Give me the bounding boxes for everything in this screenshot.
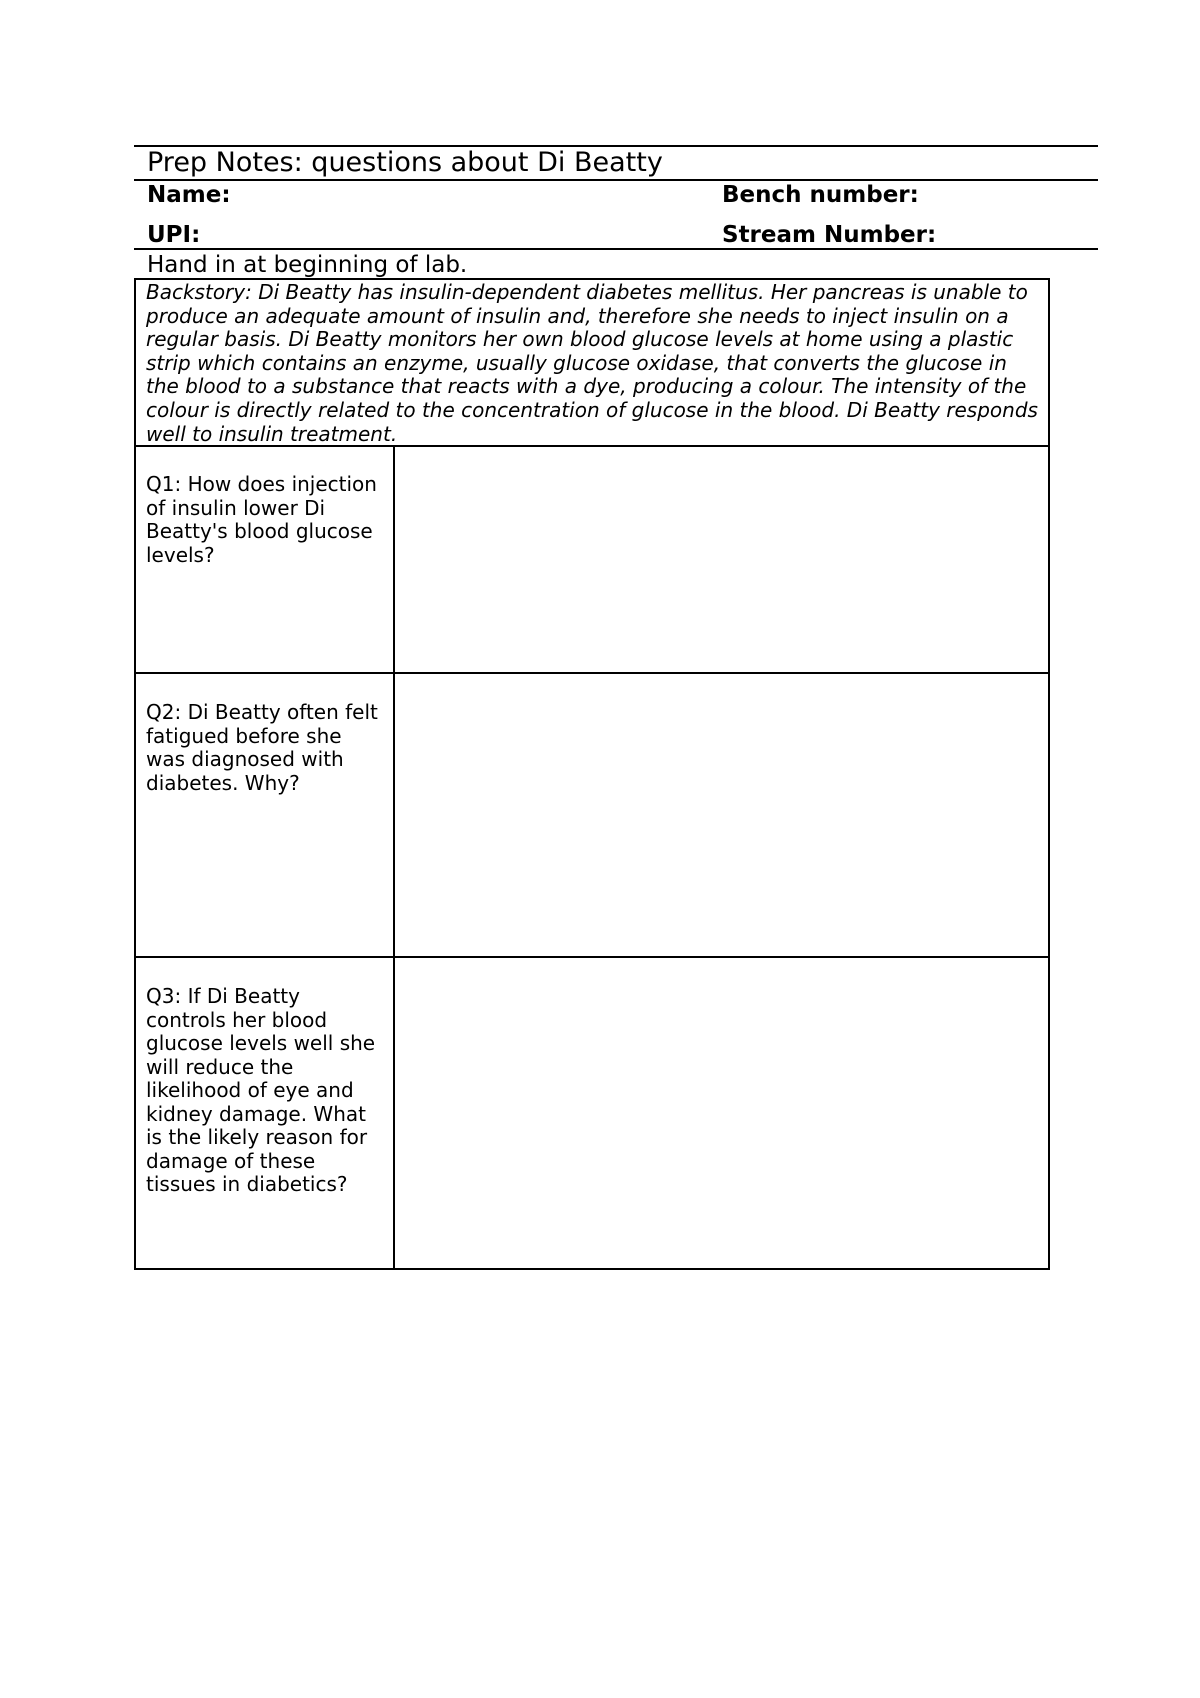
backstory-text: Backstory: Di Beatty has insulin-dependent diabetes mellitus. Her pancreas is unable to produce an adequate amount of insulin and, therefore she needs to inject insulin on a regular basis. Di Beatty monitors her own blood glucose levels at home using a plastic strip which contains an enzyme, usually glucose oxidase, that converts the glucose in the blood to a substance that reacts with a dye, producing a colour. The intensity of the colour is directly related to the concentration of glucose in the blood. Di Beatty responds well to insulin treatment. <box>136 280 1048 447</box>
stream-number-label: Stream Number: <box>722 222 937 248</box>
header-bottom-rule <box>134 248 1098 250</box>
question-row-3 <box>136 958 1048 1268</box>
header-title-rule <box>134 179 1098 181</box>
question-row-1 <box>136 447 1048 674</box>
answer-2-box[interactable] <box>395 674 1048 956</box>
hand-in-instruction: Hand in at beginning of lab. <box>147 252 468 278</box>
name-label: Name: <box>147 182 231 208</box>
question-3-text: Q3: If Di Beatty controls her blood glucose levels well she will reduce the likelihood of eye and kidney damage. What is the likely reason for damage of these tissues in diabetics? <box>136 958 395 1268</box>
answer-1-box[interactable] <box>395 447 1048 672</box>
question-1-text: Q1: How does injection of insulin lower Di Beatty's blood glucose levels? <box>136 447 395 672</box>
question-2-text: Q2: Di Beatty often felt fatigued before she was diagnosed with diabetes. Why? <box>136 674 395 956</box>
bench-number-label: Bench number: <box>722 182 919 208</box>
question-row-2 <box>136 674 1048 958</box>
upi-label: UPI: <box>147 222 201 248</box>
question-table <box>134 278 1050 1270</box>
answer-3-box[interactable] <box>395 958 1048 1268</box>
page-title: Prep Notes: questions about Di Beatty <box>147 147 663 178</box>
